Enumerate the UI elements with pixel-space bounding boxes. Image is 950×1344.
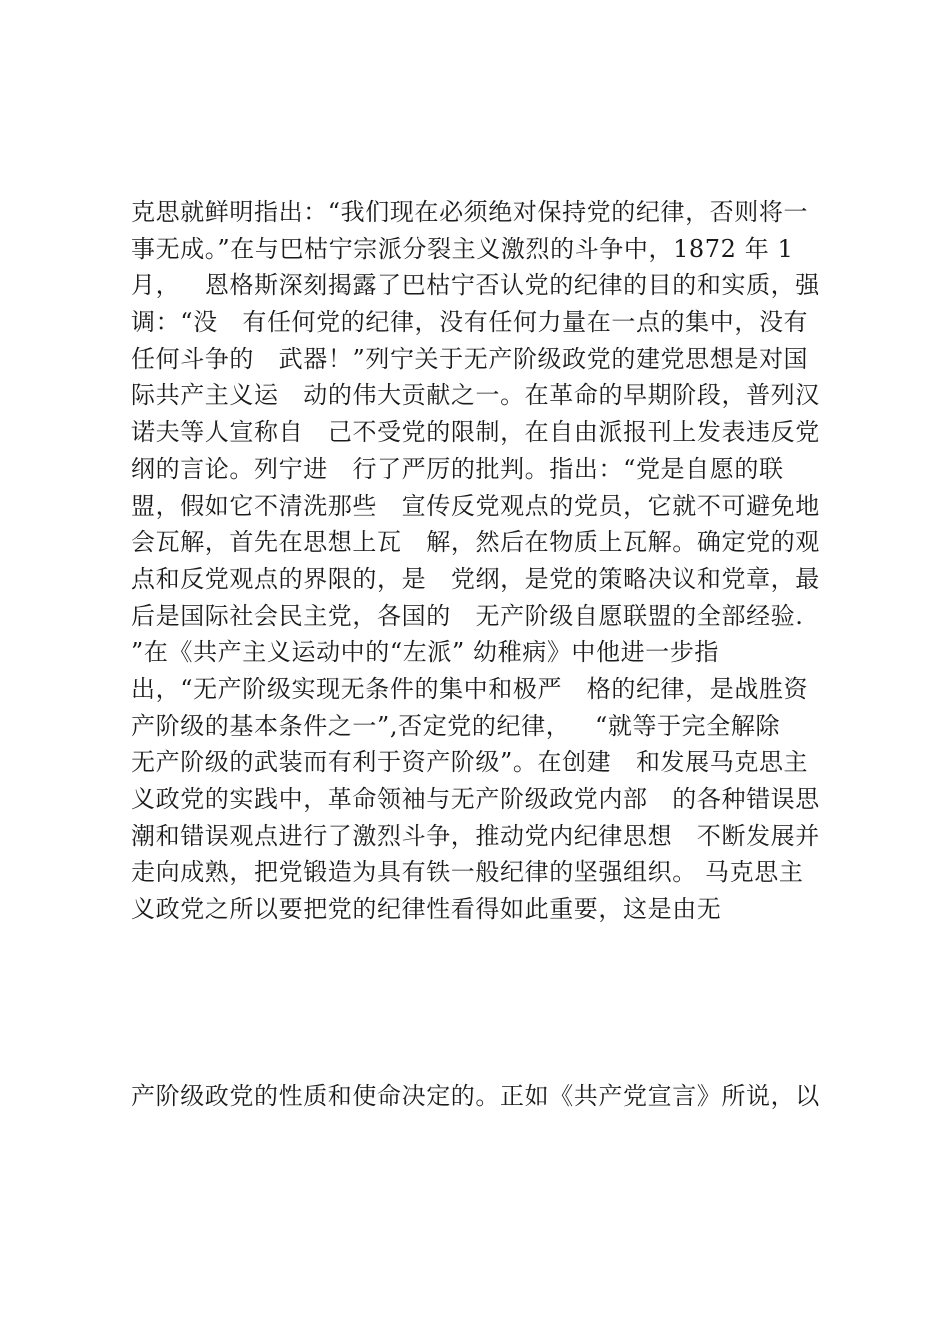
text-line: 诺夫等人宣称自 己不受党的限制，在自由派报刊上发表违反党	[131, 418, 820, 447]
text-line: 点和反党观点的界限的，是 党纲，是党的策略决议和党章，最	[131, 564, 820, 593]
text-line: 潮和错误观点进行了激烈斗争，推动党内纪律思想 不断发展并	[131, 821, 820, 850]
text-line: 任何斗争的 武器！”列宁关于无产阶级政党的建党思想是对国	[131, 344, 809, 373]
text-line: 调：“没 有任何党的纪律，没有任何力量在一点的集中，没有	[131, 308, 809, 337]
text-line: 会瓦解，首先在思想上瓦 解，然后在物质上瓦解。确定党的观	[131, 528, 820, 557]
text-line: 纲的言论。列宁进 行了严厉的批判。指出：“党是自愿的联	[131, 454, 784, 483]
text-line: 际共产主义运 动的伟大贡献之一。在革命的早期阶段，普列汉	[131, 381, 820, 410]
text-line: 产阶级的基本条件之一”,否定党的纪律， “就等于完全解除	[131, 711, 781, 740]
tail-text-line: 产阶级政党的性质和使命决定的。正如《共产党宣言》所说，以	[131, 1082, 820, 1110]
text-line: ”在《共产主义运动中的“左派” 幼稚病》中他进一步指	[131, 638, 720, 667]
text-line: 义政党的实践中，革命领袖与无产阶级政党内部 的各种错误思	[131, 785, 820, 813]
text-line: 克思就鲜明指出：“我们现在必须绝对保持党的纪律，否则将一	[131, 198, 809, 226]
text-line: 盟，假如它不清洗那些 宣传反党观点的党员，它就不可避免地	[131, 491, 820, 520]
text-line: 无产阶级的武装而有利于资产阶级”。在创建 和发展马克思主	[131, 748, 809, 777]
text-line: 义政党之所以要把党的纪律性看得如此重要，这是由无	[131, 895, 722, 924]
text-line: 走向成熟，把党锻造为具有铁一般纪律的坚强组织。 马克思主	[131, 858, 804, 887]
text-line: 月， 恩格斯深刻揭露了巴枯宁否认党的纪律的目的和实质，强	[131, 271, 820, 300]
text-line: 后是国际社会民主党，各国的 无产阶级自愿联盟的全部经验.	[131, 601, 804, 630]
text-line: 出，“无产阶级实现无条件的集中和极严 格的纪律，是战胜资	[131, 674, 809, 703]
body-paragraph	[131, 194, 851, 928]
text-line: 事无成。”在与巴枯宁宗派分裂主义激烈的斗争中，1872 年 1	[131, 234, 794, 263]
